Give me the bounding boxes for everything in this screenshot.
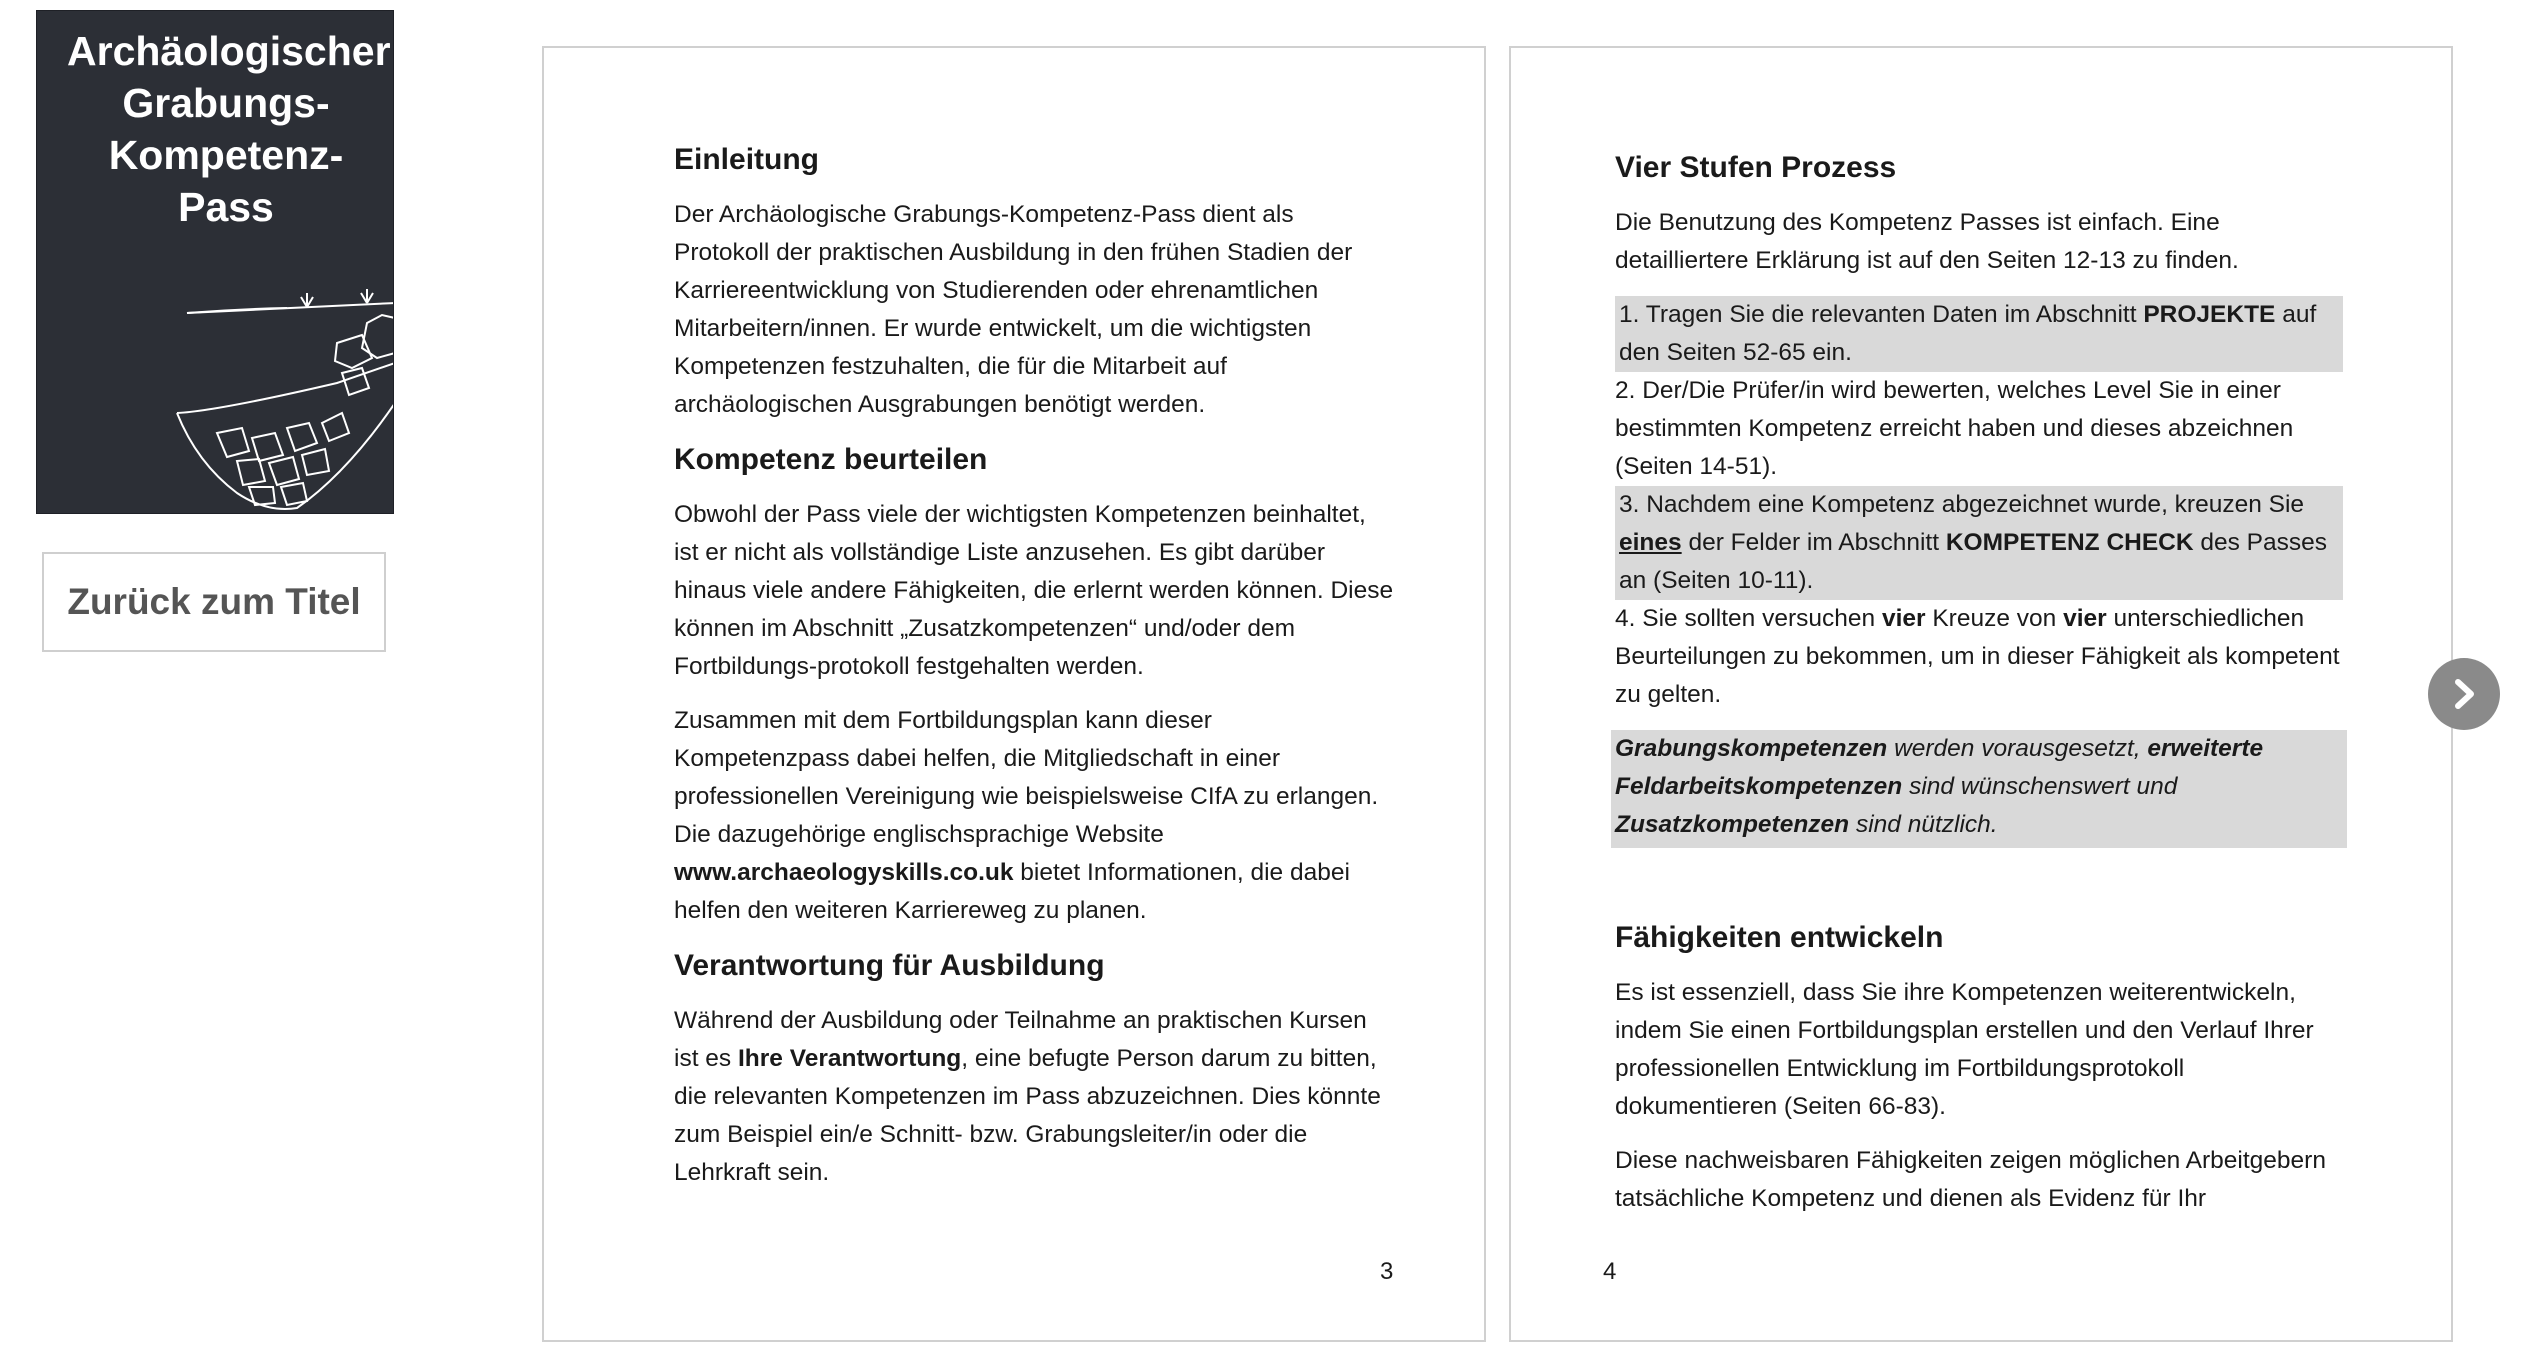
text-span: der Felder im Abschnitt: [1681, 529, 1946, 556]
cover-thumbnail[interactable]: [36, 10, 394, 514]
bold-text: KOMPETENZ CHECK: [1945, 529, 2194, 556]
paragraph-intro: Der Archäologische Grabungs-Kompetenz-Pass dient als Protokoll der praktischen Ausbildung in den frühen Stadien der Karriereentwicklung von Studierenden oder ehrenamtlichen Mitarbeitern/innen. Er wurde entwickelt, um die wichtigsten Kompetenzen festzuhalten, die für die Mitarbeit auf archäologischen Ausgrabungen benötigt werden.: [674, 201, 1353, 418]
heading-faehigkeiten: Fähigkeiten entwickeln: [1615, 921, 1944, 954]
text-span: Während der Ausbildung oder Teilnahme an praktischen Kursen ist es: [674, 1007, 1367, 1072]
bold-text: Ihre Verantwortung: [738, 1045, 962, 1072]
heading-vier-stufen: Vier Stufen Prozess: [1615, 151, 1897, 184]
page-number: 4: [1603, 1258, 1617, 1285]
text-span: , eine befugte Person darum zu bitten, die relevanten Kompetenzen im Pass abzuzeichnen. Dies könnte zum Beispiel ein/e Schnitt- bzw. Grabungsleiter/in oder die Lehrkraft sein.: [674, 1045, 1381, 1186]
bold-text: vier: [2063, 605, 2107, 632]
paragraph-evidence: Diese nachweisbaren Fähigkeiten zeigen möglichen Arbeitgebern tatsächliche Kompetenz und dienen als Evidenz für Ihr: [1615, 1147, 2326, 1212]
text-span: 4. Sie sollten versuchen: [1615, 605, 1882, 632]
cover-title-line: Archäologischer: [67, 28, 391, 74]
heading-kompetenz-beurteilen: Kompetenz beurteilen: [674, 443, 988, 476]
step-1: [1615, 296, 2343, 372]
next-page-button[interactable]: [2428, 658, 2500, 730]
paragraph-plan: [674, 702, 1394, 930]
page-3-content: [674, 140, 1394, 1208]
cover-title-line: Kompetenz-Pass: [108, 132, 344, 230]
cover-title: [67, 25, 391, 233]
paragraph-process: Die Benutzung des Kompetenz Passes ist einfach. Eine detailliertere Erklärung ist auf den Seiten 12-13 zu finden.: [1615, 209, 2239, 274]
text-span: werden vorausgesetzt,: [1887, 735, 2148, 762]
text-span: 1. Tragen Sie die relevanten Daten im Abschnitt: [1619, 301, 2144, 328]
page-3: [542, 46, 1486, 1342]
bold-text: vier: [1881, 605, 1926, 632]
paragraph-develop: Es ist essenziell, dass Sie ihre Kompetenzen weiterentwickeln, indem Sie einen Fortbildungsplan erstellen und den Verlauf Ihrer professionellen Entwicklung im Fortbildungsprotokoll dokumentieren (Seiten 66-83).: [1615, 979, 2314, 1120]
text-span: Zusammen mit dem Fortbildungsplan kann dieser Kompetenzpass dabei helfen, die Mitgliedschaft in einer professionellen Vereinigung wie beispielsweise CIfA zu erlangen. Die dazugehörige englischsprachige Website: [674, 707, 1379, 848]
text-span: sind wünschenswert und: [1902, 773, 2178, 800]
chevron-right-icon: [2447, 677, 2481, 711]
text-span: des Passes an (Seiten 10-11).: [1619, 529, 2328, 594]
step-4: [1615, 600, 2343, 714]
text-span: auf den Seiten 52-65 ein.: [1619, 301, 2317, 366]
text-span: bietet Informationen, die dabei helfen den weiteren Karriereweg zu planen.: [674, 859, 1350, 924]
bold-text: erweiterte Feldarbeitskompetenzen: [1615, 735, 2264, 800]
page-number: 3: [1380, 1258, 1394, 1285]
paragraph-assess: Obwohl der Pass viele der wichtigsten Kompetenzen beinhaltet, ist er nicht als vollständige Liste anzusehen. Es gibt darüber hinaus viele andere Fähigkeiten, die erlernt werden können. Diese können im Abschnitt „Zusatzkompetenzen“ und/oder dem Fortbildungs-protokoll festgehalten werden.: [674, 501, 1394, 680]
page-4: [1509, 46, 2453, 1342]
bold-text: PROJEKTE: [2143, 301, 2276, 328]
website-link[interactable]: www.archaeologyskills.co.uk: [674, 859, 1014, 886]
text-span: unterschiedlichen Beurteilungen zu bekommen, um in dieser Fähigkeit als kompetent zu gelten.: [1615, 605, 2340, 708]
back-to-title-button[interactable]: Zurück zum Titel: [42, 552, 386, 652]
paragraph-responsibility: [674, 1002, 1394, 1192]
cover-title-line: Grabungs-: [122, 80, 330, 126]
step-2: 2. Der/Die Prüfer/in wird bewerten, welches Level Sie in einer bestimmten Kompetenz erreicht haben und dieses abzeichnen (Seiten 14-51).: [1615, 377, 2294, 480]
text-span: sind nützlich.: [1849, 811, 1998, 838]
page-4-content: [1615, 148, 2343, 1234]
step-3: [1615, 486, 2343, 600]
competence-note: [1611, 730, 2347, 848]
text-span: 3. Nachdem eine Kompetenz abgezeichnet wurde, kreuzen Sie: [1619, 491, 2305, 518]
bold-text: Zusatzkompetenzen: [1615, 811, 1850, 838]
bold-text: Grabungskompetenzen: [1615, 735, 1888, 762]
heading-verantwortung: Verantwortung für Ausbildung: [674, 949, 1105, 982]
heading-einleitung: Einleitung: [674, 143, 819, 176]
excavation-illustration: [37, 263, 394, 513]
text-span: Kreuze von: [1925, 605, 2064, 632]
bold-underlined-text: eines: [1619, 529, 1682, 556]
